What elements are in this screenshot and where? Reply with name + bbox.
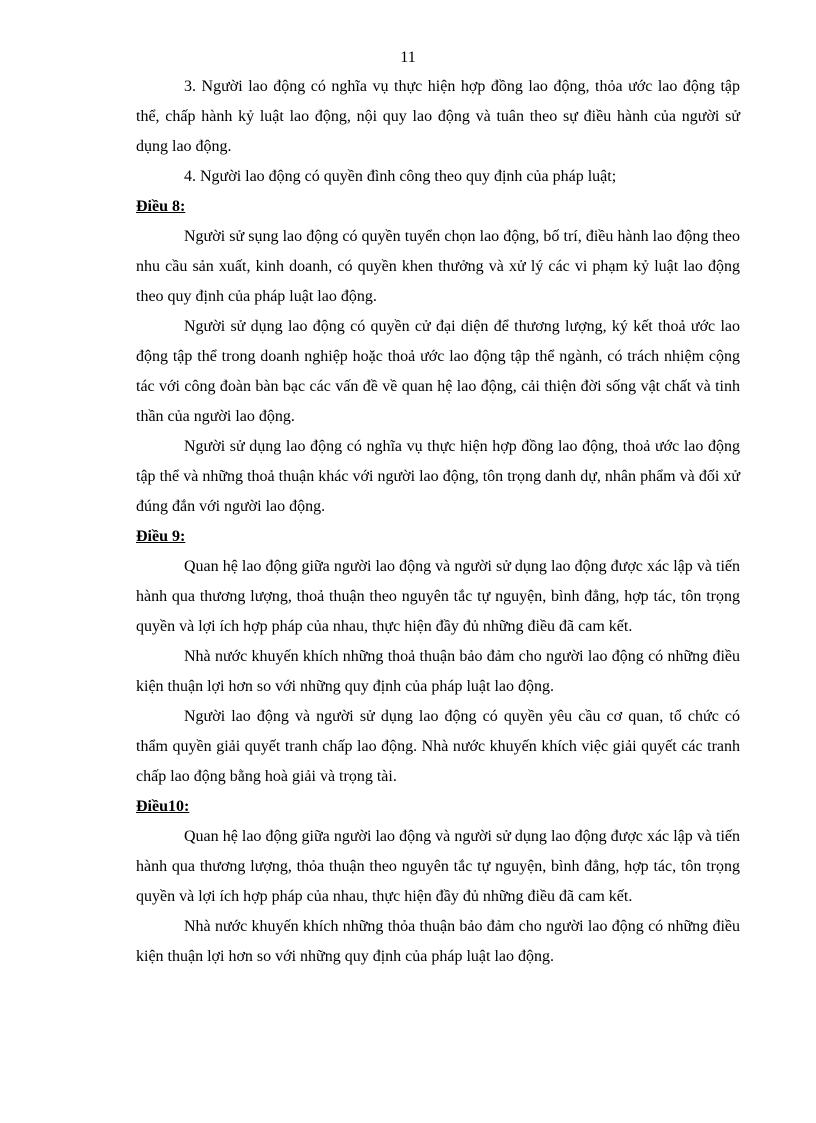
clause-paragraph: 3. Người lao động có nghĩa vụ thực hiện hợp đồng lao động, thỏa ước lao động tập thể, chấp hành kỷ luật lao động, nội quy lao động và tuân theo sự điều hành của người sử dụng lao động. [136,78,740,155]
article-paragraph: Quan hệ lao động giữa người lao động và người sử dụng lao động được xác lập và tiến hành qua thương lượng, thỏa thuận theo nguyên tắc tự nguyện, bình đẳng, hợp tác, tôn trọng quyền và lợi ích hợp pháp của nhau, thực hiện đầy đủ những điều đã cam kết. [136,828,740,905]
article-paragraph: Người sử dụng lao động có quyền cử đại diện để thương lượng, ký kết thoả ước lao động tập thể trong doanh nghiệp hoặc thoả ước lao động tập thể ngành, có trách nhiệm cộng tác với công đoàn bàn bạc các vấn đề về quan hệ lao động, cải thiện đời sống vật chất và tinh thần của người lao động. [136,318,740,425]
article-paragraph: Nhà nước khuyến khích những thoả thuận bảo đảm cho người lao động có những điều kiện thuận lợi hơn so với những quy định của pháp luật lao động. [136,648,740,695]
article-paragraph: Người lao động và người sử dụng lao động có quyền yêu cầu cơ quan, tổ chức có thẩm quyền giải quyết tranh chấp lao động. Nhà nước khuyến khích việc giải quyết các tranh chấp lao động bằng hoà giải và trọng tài. [136,708,740,785]
clause-paragraph: 4. Người lao động có quyền đình công theo quy định của pháp luật; [184,168,617,185]
article-paragraph: Người sử dụng lao động có nghĩa vụ thực hiện hợp đồng lao động, thoả ước lao động tập thể và những thoả thuận khác với người lao động, tôn trọng danh dự, nhân phẩm và đối xử đúng đắn với người lao động. [136,438,740,515]
article-paragraph: Người sử sụng lao động có quyền tuyển chọn lao động, bố trí, điều hành lao động theo nhu cầu sản xuất, kinh doanh, có quyền khen thưởng và xử lý các vi phạm kỷ luật lao động theo quy định của pháp luật lao động. [136,228,740,305]
document-body [136,72,740,972]
page-number: 11 [400,49,416,66]
article-paragraph: Quan hệ lao động giữa người lao động và người sử dụng lao động được xác lập và tiến hành qua thương lượng, thoả thuận theo nguyên tắc tự nguyện, bình đẳng, hợp tác, tôn trọng quyền và lợi ích hợp pháp của nhau, thực hiện đầy đủ những điều đã cam kết. [136,558,740,635]
article-heading: Điều 9: [136,528,186,545]
article-heading: Điều10: [136,798,190,815]
article-heading: Điều 8: [136,198,186,215]
article-paragraph: Nhà nước khuyến khích những thỏa thuận bảo đảm cho người lao động có những điều kiện thuận lợi hơn so với những quy định của pháp luật lao động. [136,918,740,965]
